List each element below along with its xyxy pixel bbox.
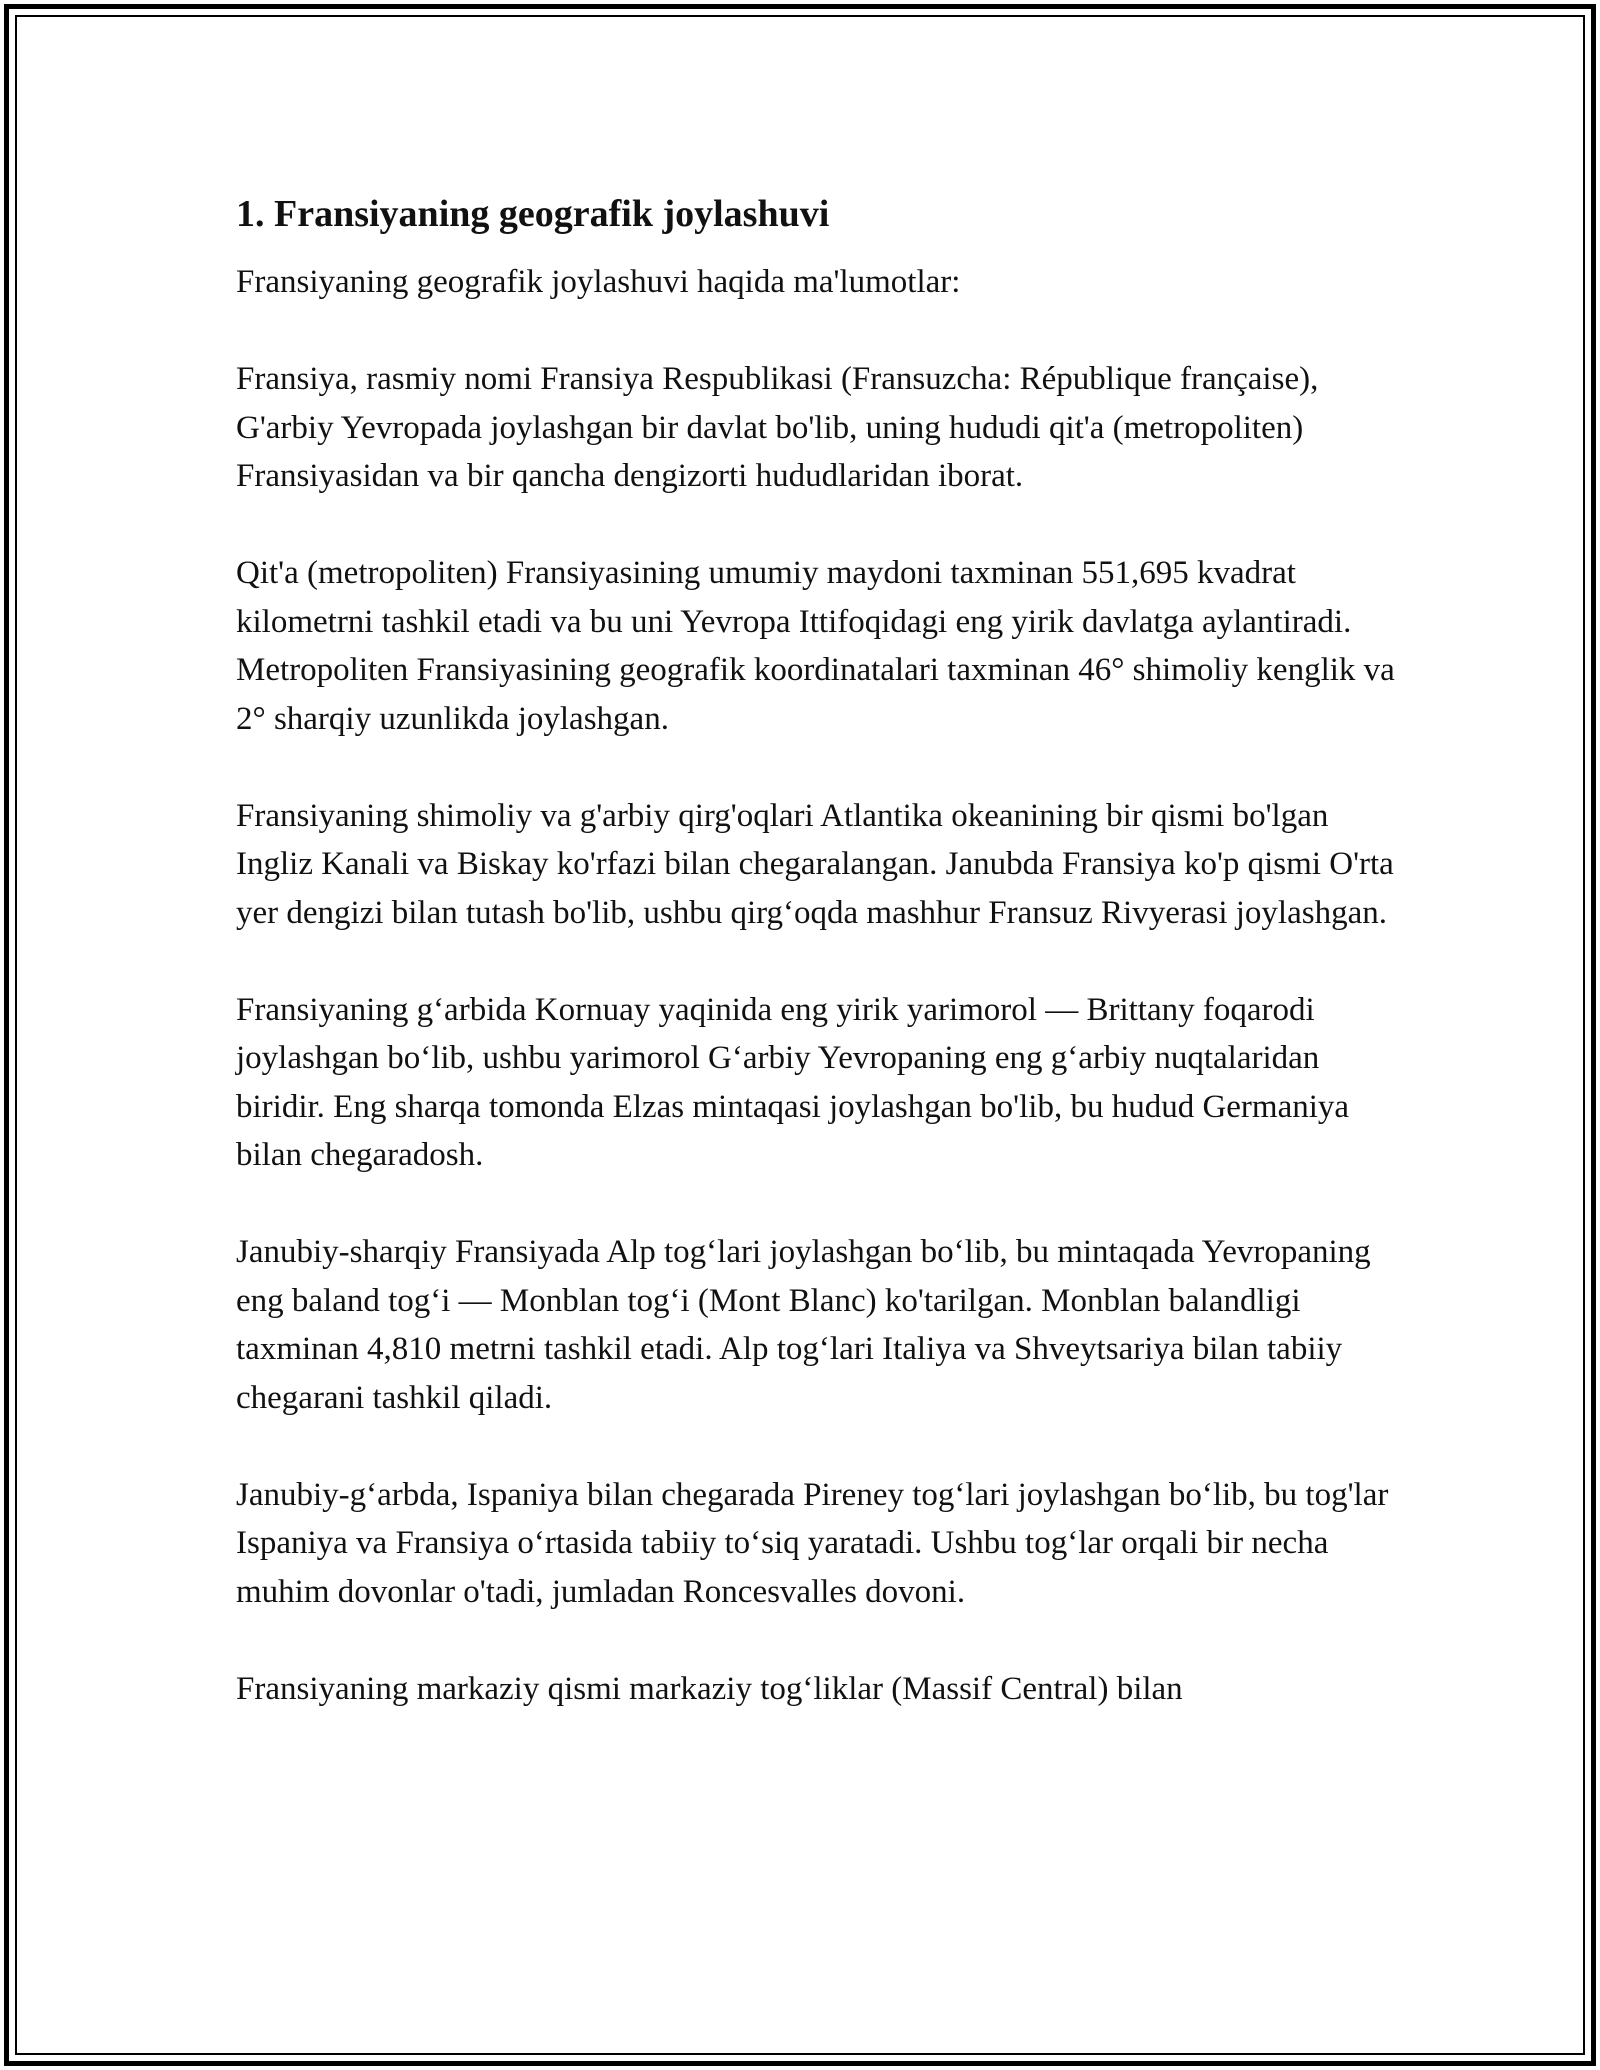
paragraph-overview: Fransiya, rasmiy nomi Fransiya Respublikasi (Fransuzcha: République française), G'arbiy Yevropada joylashgan bir davlat bo'lib, uning hududi qit'a (metropoliten) Fransiyasidan va bir qancha dengizorti hududlaridan iborat. — [236, 361, 1319, 494]
paragraph-coastlines: Fransiyaning shimoliy va g'arbiy qirg'oqlari Atlantika okeanining bir qismi bo'lgan Ingliz Kanali va Biskay ko'rfazi bilan chegaralangan. Janubda Fransiya ko'p qismi O'rta yer dengizi bilan tutash bo'lib, ushbu qirg‘oqda mashhur Fransuz Rivyerasi joylashgan. — [236, 797, 1394, 931]
section-heading: 1. Fransiyaning geografik joylashuvi — [236, 193, 830, 235]
paragraph-brittany-alsace: Fransiyaning g‘arbida Kornuay yaqinida eng yirik yarimorol — Brittany foqarodi joylashgan bo‘lib, ushbu yarimorol G‘arbiy Yevropaning eng g‘arbiy nuqtalaridan biridir. Eng sharqa tomonda Elzas mintaqasi joylashgan bo'lib, bu hudud Germaniya bilan chegaradosh. — [236, 991, 1350, 1173]
paragraph-massif-central: Fransiyaning markaziy qismi markaziy tog‘liklar (Massif Central) bilan — [236, 1670, 1183, 1707]
paragraph-pyrenees: Janubiy-g‘arbda, Ispaniya bilan chegarada Pireney tog‘lari joylashgan bo‘lib, bu tog'lar Ispaniya va Fransiya o‘rtasida tabiiy to‘siq yaratadi. Ushbu tog‘lar orqali bir necha muhim dovonlar o'tadi, jumladan Roncesvalles dovoni. — [236, 1476, 1389, 1610]
intro-paragraph: Fransiyaning geografik joylashuvi haqida ma'lumotlar: — [236, 264, 961, 300]
paragraph-area-coordinates: Qit'a (metropoliten) Fransiyasining umumiy maydoni taxminan 551,695 kvadrat kilometrni tashkil etadi va bu uni Yevropa Ittifoqidagi eng yirik davlatga aylantiradi. Metropoliten Fransiyasining geografik koordinatalari taxminan 46° shimoliy kenglik va 2° sharqiy uzunlikda joylashgan. — [236, 555, 1395, 737]
paragraph-alps: Janubiy-sharqiy Fransiyada Alp tog‘lari joylashgan bo‘lib, bu mintaqada Yevropaning eng baland tog‘i — Monblan tog‘i (Mont Blanc) ko'tarilgan. Monblan balandligi taxminan 4,810 metrni tashkil etadi. Alp tog‘lari Italiya va Shveytsariya bilan tabiiy chegarani tashkil qiladi. — [236, 1234, 1371, 1416]
document-body — [236, 190, 1396, 1713]
